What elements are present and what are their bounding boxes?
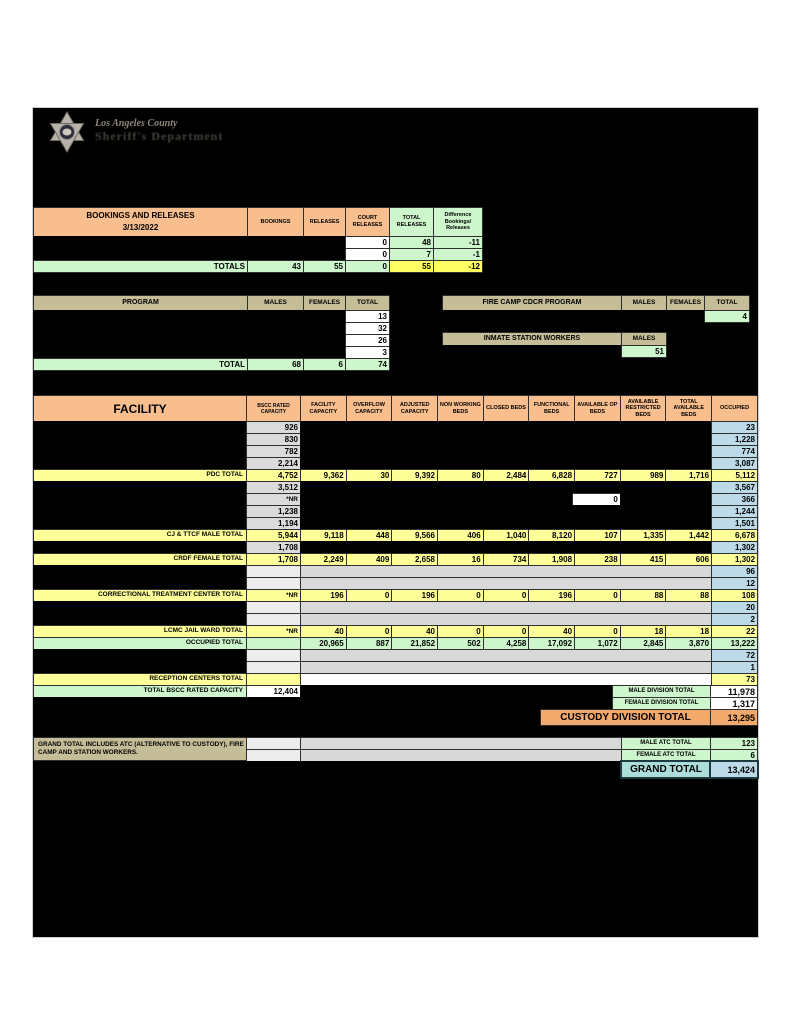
cell-bookings-total: 43 [247,260,304,273]
bookings-table [33,207,488,273]
grand-total-row [33,761,758,778]
col-header-total-releases: TOTAL RELEASES [389,207,434,237]
cell-station-workers-males: 51 [621,345,667,358]
fire-camp-header-row [442,295,753,311]
cell-occupied: 96 [711,565,758,578]
row-label: CJ & TTCF MALE TOTAL [33,529,247,542]
cell-bscc: 1,238 [246,505,301,518]
cell-bscc: *NR [246,589,301,602]
department-name [95,111,223,144]
redacted-row [442,310,753,323]
cell-program-total: 13 [345,310,390,323]
cell-court-releases: 0 [345,248,390,261]
facility-table [33,395,758,726]
row-label: TOTAL BSCC RATED CAPACITY [33,685,247,698]
station-workers-header-row [442,332,668,346]
cell-occupied: 5,112 [711,469,758,482]
cell-occupied: 73 [711,673,758,686]
female-atc-label: FEMALE ATC TOTAL [621,749,711,762]
col-header-bscc: BSCC RATED CAPACITY [246,395,301,422]
col-header-total: TOTAL [704,295,750,311]
cell-occupied: 1,228 [711,433,758,446]
col-header-adjusted: ADJUSTED CAPACITY [391,395,438,422]
cell-difference-total: -12 [433,260,483,273]
col-header-total-available: TOTAL AVAILABLE BEDS [665,395,712,422]
col-header-facility-capacity: FACILITY CAPACITY [300,395,347,422]
cell-bscc-total: 12,404 [246,685,301,698]
cell-releases-total: 55 [303,260,346,273]
bookings-date: 3/13/2022 [122,223,159,232]
cell-males-total: 68 [247,358,304,371]
redacted-report-page [33,108,758,937]
grand-total-note: GRAND TOTAL INCLUDES ATC (ALTERNATIVE TO CUSTODY), FIRE CAMP AND STATION WORKERS. [33,737,247,761]
department-title: Sheriff's Department [95,129,224,143]
cell-program-total: 26 [345,334,390,347]
col-header-males: MALES [621,295,667,311]
cell-bscc: 3,512 [246,481,301,494]
cell-difference: -1 [433,248,483,261]
grand-total-label: GRAND TOTAL [621,761,711,778]
station-workers-title: INMATE STATION WORKERS [442,332,622,346]
cell-occupied: 108 [711,589,758,602]
county-name: Los Angeles County [95,118,178,129]
cell-difference: -11 [433,236,483,249]
custody-division-row [33,709,758,726]
female-division-label: FEMALE DIVISION TOTAL [612,697,711,710]
row-label: RECEPTION CENTERS TOTAL [33,673,247,686]
col-header-functional: FUNCTIONAL BEDS [528,395,575,422]
cell-occupied: 1 [711,661,758,674]
cell-occupied: 2 [711,613,758,626]
cell-occupied: 23 [711,421,758,434]
cell-occupied: 20 [711,601,758,614]
cell-occupied: 6,678 [711,529,758,542]
col-header-total: TOTAL [345,295,390,311]
male-atc-value: 123 [710,737,758,750]
col-header-occupied: OCCUPIED [711,395,758,422]
col-header-bookings: BOOKINGS [247,207,304,237]
facility-header-row [33,395,758,422]
bookings-title-text: BOOKINGS AND RELEASES [86,211,195,220]
cell-occupied: 774 [711,445,758,458]
facility-occupied-total-row: OCCUPIED TOTAL 20,965 887 21,852 502 4,258 17,092 1,072 2,845 3,870 13,222 [33,637,758,650]
col-header-available-restricted: AVAILABLE RESTRICTED BEDS [620,395,667,422]
grand-total-section [33,737,758,778]
cell-bscc: 1,708 [246,541,301,554]
cell-occupied: 22 [711,625,758,638]
cell-program-total: 32 [345,322,390,335]
facility-total-row-cj-ttcf: CJ & TTCF MALE TOTAL 5,944 9,118 448 9,566 406 1,040 8,120 107 1,335 1,442 6,678 [33,529,758,542]
female-atc-value: 6 [710,749,758,762]
row-label: CRDF FEMALE TOTAL [33,553,247,566]
cell-occupied: 12 [711,577,758,590]
facility-total-row-pdc: PDC TOTAL 4,752 9,362 30 9,392 80 2,484 6,828 727 989 1,716 5,112 [33,469,758,482]
bookings-totals-row [33,260,488,273]
cell-occupied: 366 [711,493,758,506]
cell-occupied: 72 [711,649,758,662]
col-header-nonworking: NON WORKING BEDS [437,395,484,422]
row-label: OCCUPIED TOTAL [33,637,247,650]
cell-occupied: 1,501 [711,517,758,530]
cell-occupied: 13,222 [711,637,758,650]
row-label: CORRECTIONAL TREATMENT CENTER TOTAL [33,589,247,602]
cell-court-total: 0 [345,260,390,273]
cell-occupied: 1,244 [711,505,758,518]
cell-bscc: 830 [246,433,301,446]
fire-camp-table [442,295,753,323]
program-header-row [33,295,393,311]
col-header-males: MALES [247,295,304,311]
col-header-overflow: OVERFLOW CAPACITY [346,395,393,422]
cell-fire-camp-total: 4 [704,310,750,323]
program-title: PROGRAM [33,295,248,311]
custody-division-label: CUSTODY DIVISION TOTAL [540,709,711,726]
row-label: PDC TOTAL [33,469,247,482]
cell-bscc: 5,944 [246,529,301,542]
col-header-females: FEMALES [303,295,346,311]
bookings-header-row [33,207,488,237]
fire-camp-title: FIRE CAMP CDCR PROGRAM [442,295,622,311]
cell-occupied: 3,567 [711,481,758,494]
col-header-available-op: AVAILABLE OP BEDS [574,395,621,422]
grand-total-value: 13,424 [710,761,758,778]
totals-label: TOTAL [33,358,248,371]
bookings-title [33,207,248,237]
station-workers-row [442,345,668,358]
row-label: LCMC JAIL WARD TOTAL [33,625,247,638]
cell-bscc: *NR [246,493,301,506]
col-header-closed: CLOSED BEDS [483,395,530,422]
department-logo [47,111,223,153]
female-division-value: 1,317 [710,697,758,710]
cell-bscc: 2,214 [246,457,301,470]
cell-females-total: 6 [303,358,346,371]
cell-bscc: 782 [246,445,301,458]
cell-available-op: 0 [572,493,621,506]
cell-total-releases-total: 55 [389,260,434,273]
cell-court-releases: 0 [345,236,390,249]
cell-occupied: 1,302 [711,553,758,566]
totals-label: TOTALS [33,260,248,273]
cell-bscc: 4,752 [246,469,301,482]
cell-bscc: 1,194 [246,517,301,530]
station-workers-table [442,332,668,358]
col-header-males: MALES [621,332,667,346]
cell-bscc: 1,708 [246,553,301,566]
col-header-court-releases: COURT RELEASES [345,207,390,237]
male-atc-label: MALE ATC TOTAL [621,737,711,750]
facility-title: FACILITY [33,395,247,422]
cell-total-releases: 48 [389,236,434,249]
col-header-females: FEMALES [666,295,705,311]
program-totals-row [33,358,393,371]
cell-bscc: 926 [246,421,301,434]
col-header-releases: RELEASES [303,207,346,237]
cell-program-total: 3 [345,346,390,359]
cell-total: 74 [345,358,390,371]
custody-division-value: 13,295 [710,709,758,726]
cell-occupied: 1,302 [711,541,758,554]
male-division-label: MALE DIVISION TOTAL [612,685,711,698]
cell-total-releases: 7 [389,248,434,261]
col-header-difference: Difference Bookings/ Releases [433,207,483,237]
male-division-value: 11,978 [710,685,758,698]
sheriff-star-icon [47,111,87,153]
cell-bscc: *NR [246,625,301,638]
facility-total-row-ctc: CORRECTIONAL TREATMENT CENTER TOTAL *NR 196 0 196 0 0 196 0 88 88 108 [33,589,758,602]
cell-occupied: 3,087 [711,457,758,470]
facility-total-row-crdf: CRDF FEMALE TOTAL 1,708 2,249 409 2,658 16 734 1,908 238 415 606 1,302 [33,553,758,566]
program-table [33,295,393,371]
facility-total-row-lcmc: LCMC JAIL WARD TOTAL *NR 40 0 40 0 0 40 0 18 18 22 [33,625,758,638]
